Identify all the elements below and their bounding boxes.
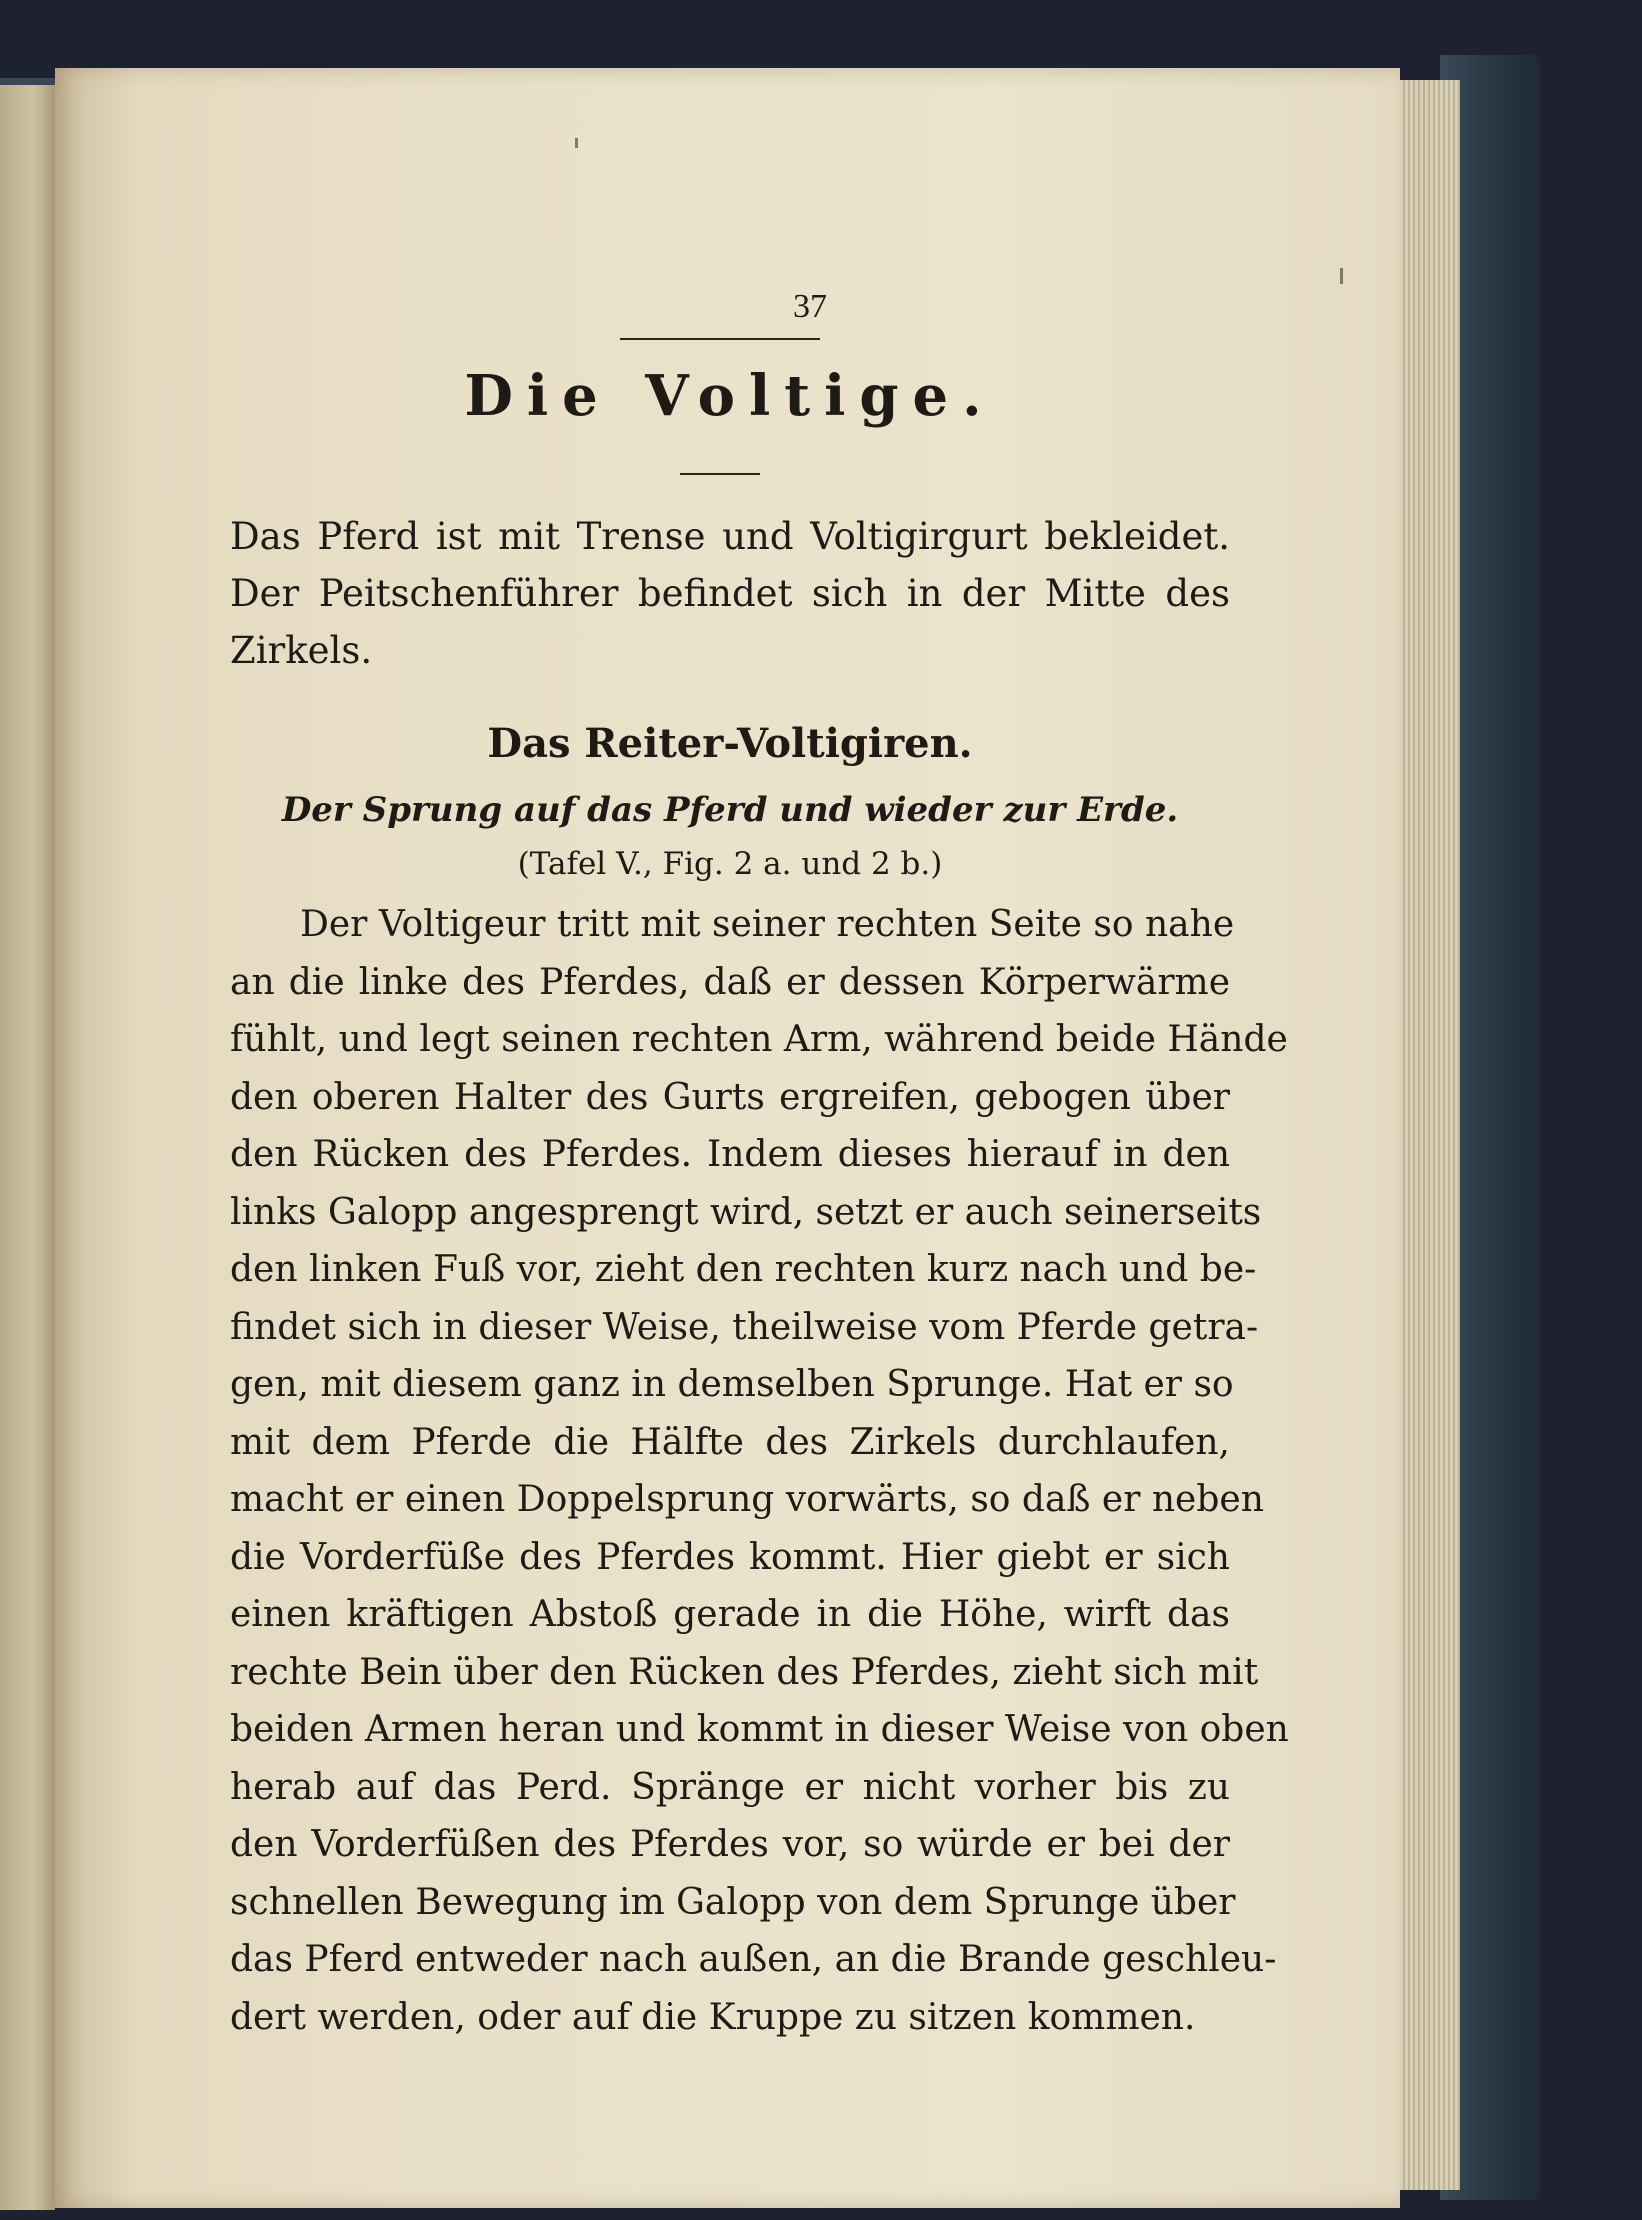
text-line: findet sich in dieser Weise, theilweise vom Pferde getra- [230, 1306, 1259, 1348]
text-line: die Vorderfüße des Pferdes kommt. Hier giebt er sich [230, 1536, 1230, 1578]
text-line: Das Pferd ist mit Trense und Voltigirgurt bekleidet. [230, 515, 1230, 558]
text-line: den oberen Halter des Gurts ergreifen, gebogen über [230, 1076, 1230, 1118]
text-line: den Rücken des Pferdes. Indem dieses hierauf in den [230, 1134, 1230, 1175]
paper-speck [575, 138, 578, 148]
body-paragraph [230, 896, 1289, 2046]
text-line: das Pferd entweder nach außen, an die Brande geschleu- [230, 1939, 1277, 1980]
paper-speck [1340, 268, 1343, 284]
left-page-edge [0, 85, 55, 2210]
text-line: den Vorderfüßen des Pferdes vor, so würde er bei der [230, 1824, 1230, 1865]
intro-paragraph [230, 508, 1230, 679]
figure-reference: (Tafel V., Fig. 2 a. und 2 b.) [517, 846, 943, 882]
section-heading: Das Reiter-Voltigiren. [487, 720, 973, 767]
title-rule [680, 473, 760, 475]
text-line: den linken Fuß vor, zieht den rechten kurz nach und be- [230, 1249, 1257, 1290]
text-line: macht er einen Doppelsprung vorwärts, so daß er neben [230, 1479, 1264, 1520]
text-line: mit dem Pferde die Hälfte des Zirkels durchlaufen, [230, 1421, 1230, 1463]
text-line: einen kräftigen Abstoß gerade in die Höhe, wirft das [230, 1594, 1230, 1635]
text-line: links Galopp angesprengt wird, setzt er auch seinerseits [230, 1191, 1262, 1233]
page-number: 37 [793, 288, 827, 325]
page-number-rule [620, 338, 820, 340]
text-line: rechte Bein über den Rücken des Pferdes, zieht sich mit [230, 1651, 1259, 1693]
text-line: Der Voltigeur tritt mit seiner rechten Seite so nahe [300, 904, 1235, 945]
text-line: Zirkels. [230, 629, 373, 672]
text-line: beiden Armen heran und kommt in dieser Weise von oben [230, 1709, 1289, 1750]
text-line: herab auf das Perd. Spränge er nicht vorher bis zu [230, 1766, 1230, 1808]
subsection-heading: Der Sprung auf das Pferd und wieder zur Erde. [281, 790, 1179, 830]
text-line: an die linke des Pferdes, daß er dessen Körperwärme [230, 961, 1230, 1003]
text-line: fühlt, und legt seinen rechten Arm, während beide Hände [230, 1019, 1288, 1060]
chapter-title: Die Voltige. [464, 363, 996, 429]
text-line: Der Peitschenführer befindet sich in der Mitte des [230, 572, 1230, 615]
text-line: dert werden, oder auf die Kruppe zu sitzen kommen. [230, 1996, 1196, 2038]
text-line: gen, mit diesem ganz in demselben Sprunge. Hat er so [230, 1364, 1234, 1405]
text-line: schnellen Bewegung im Galopp von dem Sprunge über [230, 1881, 1236, 1923]
book-page [55, 68, 1400, 2208]
